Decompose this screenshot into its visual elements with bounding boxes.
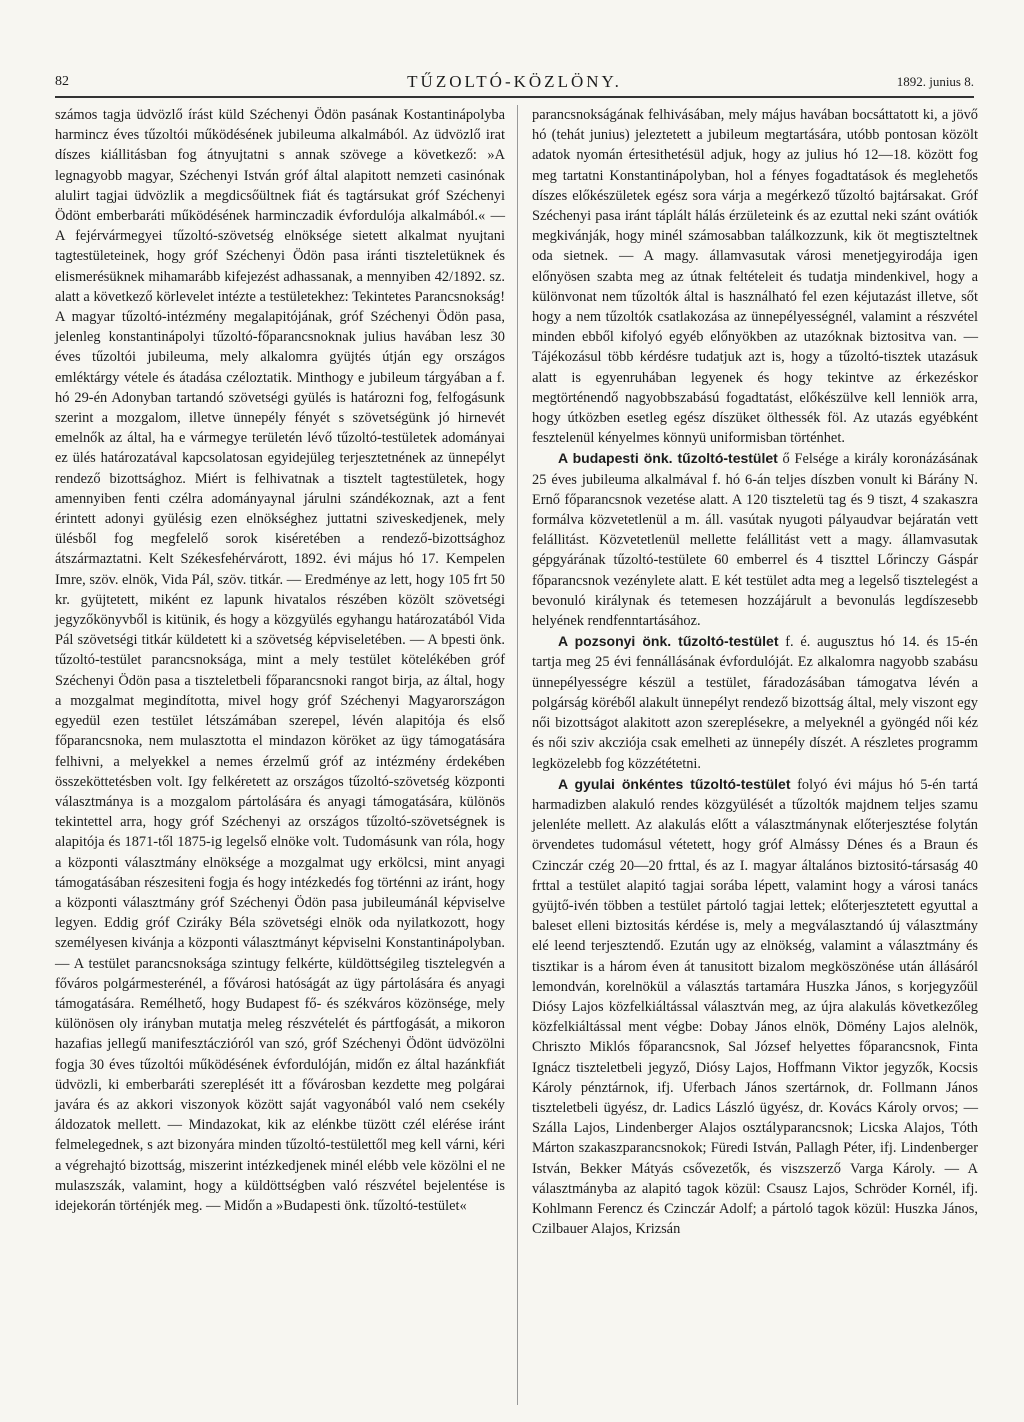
right-column-intro: parancsnokságának felhivásában, mely május havában bocsáttatott ki, a jövő hó (tehát junius) jeleztetett a jubileum megtartására, utóbb pontosan közölt adatok nyomán értesithetésül adjuk, hogy az julius hó 12—18. között fog meg tartatni Konstantinápolyban, hol a fényes fogadtatások és meglehetős díszes előkészületek egész sora várja a megérkező tűzoltó bajtársakat. Gróf Széchenyi pasa iránt táplált hálás érzületeink és az ezuttal neki szánt ovátiók megkivánják, hogy minél számosabban találkozzunk, kik öt megtiszteltnek oda sietnek. — A magy. államvasutak városi menetjegyirodája igen előnyösen szabta meg az útnak feltételeit és tudatja mindenkivel, hogy a különvonat nem tűzoltók által is használható fel ezen kéjutazást illetve, sőt hogy a nem tűzoltók csatlakozása az ünnepélyességnél, valamint a részvétel minden ebből kifolyó egyéb előnyökben az utazóknak biztositva van. — Tájékozásul több kérdésre tudatjuk azt is, hogy a tűzoltó-tisztek utazásuk alatt is egyenruhában legyenek és hogy tekintve az érkezéskor megtörténendő nagyobbszabású fogadtatást, előkészülve kell lenniök arra, hogy útközben esetleg egész díszüket ölthessék föl. Az utazás egyébként fesztelenül kényelmes könnyü uniformisban történhet.	[532, 107, 978, 447]
article-budapest-body: ő Felsége a király koronázásának 25 éves jubileuma alkalmával f. hó 6-án teljes díszben vonult ki Bárány N. Ernő főparancsnok vezetése alatt. A 120 tiszteletü tag és 9 tiszt, 4 szakaszra formálva közvetetlenül a m. áll. vasútak nyugoti pályaudvar bejáratán vett felállitást. Közvetetlenül mellette felállitást vett a magy. államvasutak gépgyárának tűzoltó-testülete 60 emberrel és 4 tiszttel Lőrinczy Gáspár főparancsnok vezénylete alatt. E két testület adta meg a legelső tisztelegést a bevonuló királynak és tetemesen hozzájárult a bevonulás legdíszesebb helyének rendfenntartásához.	[532, 451, 978, 630]
article-gyula-heading: A gyulai önkéntes tűzoltó-testület	[558, 775, 791, 792]
article-pozsony	[532, 631, 978, 773]
article-pozsony-body: f. é. augusztus hó 14. és 15-én tartja meg 25 évi fennállásának évfordulóját. Ez alkalomra nagyobb szabásu ünnepélyességre készül a testület, fáradozásában támogatva lévén a polgárság köréből alakult ünnepélyt rendező bizottság által, mely viszont egy női bizottságot alakitott azon szereplésekre, a melyeknél a gyöngéd női kéz és női sziv akcziója csak emelheti az ünnepély díszét. A részletes programm legközelebb fog közzététetni.	[532, 634, 978, 772]
column-divider	[517, 105, 518, 1405]
page-number: 82	[55, 74, 69, 89]
right-column	[532, 105, 978, 1239]
article-gyula-body: folyó évi május hó 5-én tartá harmadizben alakuló rendes közgyülését a tűzoltók majdnem teljes szamu jelenléte mellett. Az alakulás előtt a választmánynak előterjesztése folytán örvendetes tudomásul vétetett, hogy gróf Almássy Dénes és a Braun és Czinczár czég 20—20 frttal, és az I. magyar általános biztositó-társaság 40 frttal a testület alapitó tagjai sorába lépett, valamint hogy a városi tanács gyüjtő-ivén többen a testület pártoló tagjai lettek; előterjesztetett egyuttal a baleset elleni biztositás kérdése is, mely a megválasztandó új választmány elé leend terjesztendő. Ezután ugy az elnökség, valamint a választmány és tisztikar is a három éven át tanusitott bizalom megköszönése után állásáról lemondván, korelnökül a választás tartamára Huszka János, s korjegyzőül Diósy Lajos közfelkiáltással választván meg, az újra alakulás következőleg közfelkiáltással ment végbe: Dobay János elnök, Dömény Lajos alelnök, Chriszto Miklós főparancsnok, Sal József helyettes főparancsnok, Finta Ignácz tiszteletbeli jegyző, Diósy Lajos, Hoffmann Viktor jegyzők, Kocsis Károly pénztárnok, ifj. Uferbach János szertárnok, dr. Follmann János tiszteletbeli ügyész, dr. Ladics László ügyész, dr. Kovács Károly orvos; — Szálla Lajos, Lindenberger Alajos osztályparancsnok; Licska Alajos, Tóth Márton szakaszparancsnokok; Füredi István, Pallagh Péter, ifj. Lindenberger István, Bekker Mátyás csővezetők, és viszszerző Varga Károly. — A választmányba az alapitó tagok közül: Csausz Lajos, Schröder Kornél, ifj. Kohlmann Ferencz és Czinczár Adolf; a pártoló tagok közül: Huszka János, Czilbauer Alajos, Krizsán	[532, 776, 978, 1238]
newspaper-title: TŰZOLTÓ-KÖZLÖNY.	[407, 72, 622, 91]
issue-date: 1892. junius 8.	[896, 74, 974, 89]
page-header	[55, 70, 974, 98]
article-gyula	[532, 774, 978, 1240]
article-budapest-heading: A budapesti önk. tűzoltó-testület	[558, 450, 778, 467]
article-budapest	[532, 448, 978, 631]
article-pozsony-heading: A pozsonyi önk. tűzoltó-testület	[558, 633, 779, 650]
left-column-text: számos tagja üdvözlő írást küld Széchenyi Ödön pasának Kostantinápolyba harmincz éves tűzoltói működésének jubileuma alkalmából. Az üdvözlő irat díszes kiállitásban fog átnyujtatni s annak szövege a következő: »A legnagyobb magyar, Széchenyi István gróf által alapitott nemzeti casinónak alulirt tagjai üdvözlik a megdicsőültnek fiát és tagtársukat gróf Széchenyi Ödönt emberbaráti működésének harminczadik évfordulója alkalmából.« — A fejérvármegyei tűzoltó-szövetség elnöksége sietett alkalmat nyujtani tagtestületeinek, hogy gróf Széchenyi Ödön pasa iránti tiszteletüknek és elismerésüknek mihamarább kifejezést adhassanak, a mennyiben 42/1892. sz. alatt a következő körlevelet intézte a testületekhez: Tekintetes Parancsnokság! A magyar tűzoltó-intézmény megalapitójának, gróf Széchenyi Ödön pasa, jelenleg konstantinápolyi tűzoltó-főparancsnoknak julius havában lesz 30 éves tűzoltói jubileuma, mely alkalomra gyüjtés útján egy országos emléktárgy vétele és átadása czéloztatik. Minthogy e jubileum tárgyában a f. hó 29-én Adonyban tartandó szövetségi gyülés is határozni fog, felfogásunk szerint a mozgalom, illetve ünnepély fényét s szövetségünk jó hirnevét emelnők az által, ha e vármegye területén lévő tűzoltó-testületek adományai ez ülés határozatával kapcsolatosan egyidejüleg terjesztetnének az ünnepélyt rendező bizottsághoz. Miért is felhivatnak a tisztelt tagtestületek, hogy amennyiben fenti czélra adományaynal járulni szándékoznak, azt a fent érintett adonyi gyülésig ezen elnökséghez juttatni sziveskedjenek, mely ülésből fog megfelelő sorok kiséretében a rendező-bizottsághoz átszármaztatni. Kelt Székesfehérvárott, 1892. évi május hó 17. Kempelen Imre, szöv. elnök, Vida Pál, szöv. titkár. — Eredménye az lett, hogy 105 frt 50 kr. gyüjtetett, miként ez lapunk hivatalos részében közölt szövetségi jegyzőkönyvből is kitünik, és hogy a közgyülés egyhangu határozatából Vida Pál szövetségi titkár küldetett ki a szövetség képviseletében. — A bpesti önk. tűzoltó-testület parancsnoksága, mint a mely testület kötelékében gróf Széchenyi Ödön pasa a tiszteletbeli főparancsnoki rangot birja, az által, hogy a mozgalmat megindította, mivel hogy gróf Széchenyi Magyarországon egyedül ezen testület létszámában szerepel, lévén alapitója és első főparancsnoka, nem mulasztotta el mindazon köröket az ügy támogatására felhivni, a melyekkel a nemes érzelmű gróf az intézmény érdekében összeköttetésben volt. Igy felkéretett az országos tűzoltó-szövetség központi választmánya is a mozgalom pártolására és anyagi támogatására, különös tekintettel arra, hogy gróf Széchenyi az országos tűzoltó-szövetségnek is alapitója és 1871-től 1875-ig legelső elnöke volt. Tudomásunk van róla, hogy a központi választmány elnöksége a mozgalmat ugy erkölcsi, mint anyagi támogatásában részesiteni fogja és hogy intézkedés fog történni az iránt, hogy a központi választmány gróf Széchenyi Ödön pasa jubileumánál képviselve legyen. Eddig gróf Cziráky Béla szövetségi elnök oda nyilatkozott, hogy személyesen kivánja a központi választmányt képviselni Konstantinápolyban. — A testület parancsnoksága szintugy felkérte, küldöttségileg tisztelegvén a főváros polgármesterénél, a fővárosi hatóságát az ügy pártolására és anyagi támogatására. Remélhető, hogy Budapest fő- és székváros közönsége, mely különösen oly irányban mutatja meleg részvételét és pártfogását, a mikoron hazafias jellegű manifesztáczióról van szó, gróf Széchenyi Ödönt üdvözölni fogja 30 éves tűzoltói működésének évfordulóján, midőn ez által hazánkfiát üdvözli, ki emberbaráti szereplését itt a fővárosban kezdette meg polgárai javára és az akkori viszonyok között saját vagyonából való nem csekély áldozatok mellett. — Mindazokat, kik az elénkbe tüzött czél elérése iránt felmelegednek, s azt bizonyára minden tűzoltó-testülettől meg kell várni, kéri a végrehajtó bizottság, miszerint intézkedjenek minél elébb vele közölni el ne mulaszszák, valamint, hogy a küldöttségben való részvétel bejelentése is idejekorán történjék meg. — Midőn a »Budapesti önk. tűzoltó-testület«	[55, 107, 505, 1214]
left-column	[55, 105, 505, 1216]
